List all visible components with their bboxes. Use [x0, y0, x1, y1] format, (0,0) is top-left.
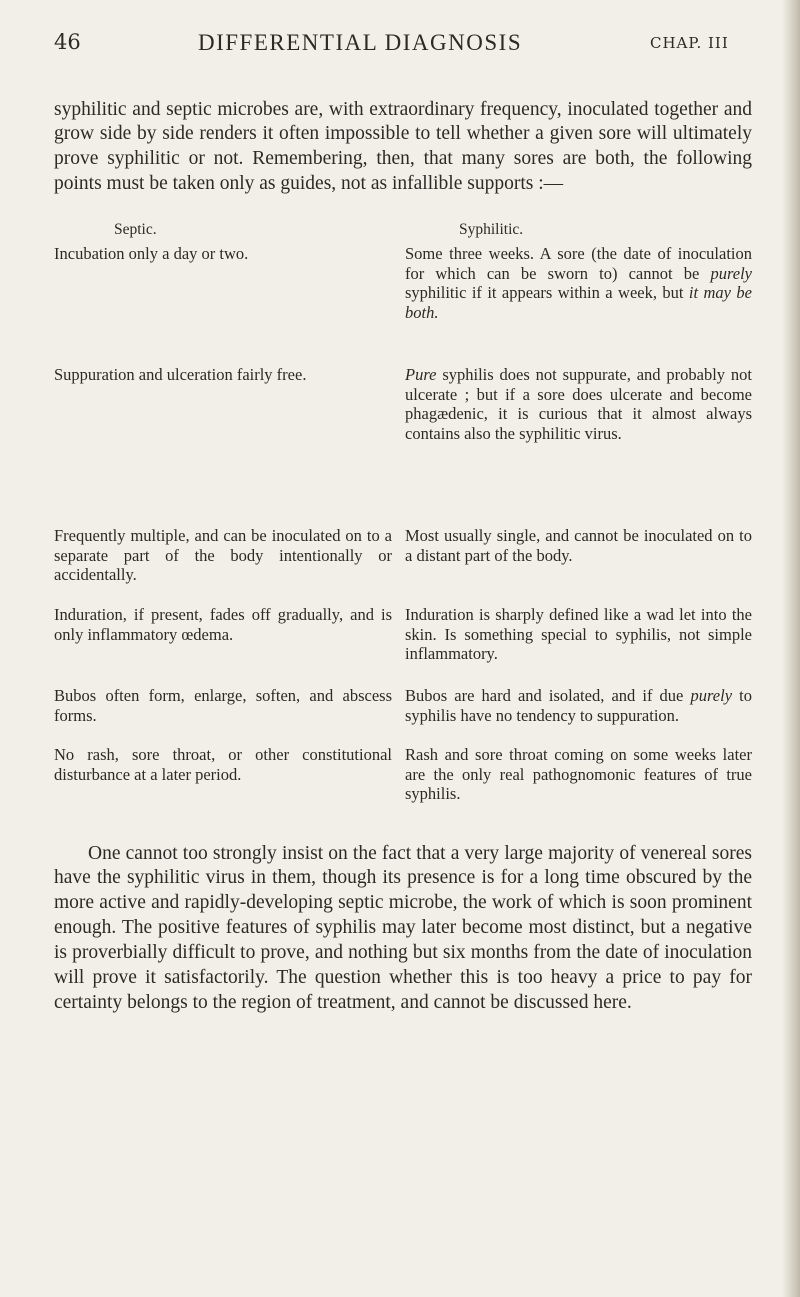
running-header	[54, 30, 754, 60]
septic-suppuration: Suppuration and ulceration fairly free.	[54, 365, 307, 384]
syphilitic-column-heading: Syphilitic.	[459, 221, 524, 238]
septic-column-heading: Septic.	[114, 221, 157, 238]
syphilitic-incubation	[405, 244, 752, 322]
chapter-label: CHAP. III	[650, 34, 729, 52]
septic-incubation: Incubation only a day or two.	[54, 244, 249, 263]
septic-bubos: Bubos often form, enlarge, soften, and abscess forms.	[54, 686, 392, 725]
syphilitic-bubos-text-2: to syphilis have no tendency to suppuration.	[405, 686, 752, 725]
syphilitic-suppuration-text: syphilis does not suppurate, and probably not ulcerate ; but if a sore does ulcerate and become phagædenic, it is curious that it almost always contains also the syphilitic virus.	[405, 365, 752, 443]
syphilitic-induration: Induration is sharply defined like a wad let into the skin. Is something special to syphilis, not simple inflammatory.	[405, 605, 752, 664]
syphilitic-multiplicity: Most usually single, and cannot be inoculated on to a distant part of the body.	[405, 526, 752, 565]
syphilitic-incubation-text: Some three weeks. A sore (the date of inoculation for which can be sworn to) cannot be	[405, 244, 752, 283]
page-number: 46	[54, 30, 81, 54]
emphasis-may-be-both: it may be both.	[405, 283, 752, 322]
syphilitic-suppuration	[405, 365, 752, 443]
emphasis-purely-2: purely	[690, 686, 733, 705]
syphilitic-bubos	[405, 686, 752, 725]
emphasis-purely: purely	[710, 263, 753, 283]
septic-rash: No rash, sore throat, or other constitutional disturbance at a later period.	[54, 745, 392, 784]
septic-multiplicity: Frequently multiple, and can be inoculated on to a separate part of the body intentionally or accidentally.	[54, 526, 392, 585]
running-title: DIFFERENTIAL DIAGNOSIS	[198, 30, 523, 55]
syphilitic-incubation-text-2: syphilitic if it appears within a week, but	[405, 283, 684, 303]
syphilitic-rash: Rash and sore throat coming on some weeks later are the only real pathognomonic features of true syphilis.	[405, 745, 752, 804]
closing-paragraph: One cannot too strongly insist on the fact that a very large majority of venereal sores have the syphilitic virus in them, though its presence is for a long time obscured by the more active and rapidly-developing septic microbe, the work of which is soon prominent enough. The positive features of syphilis may later become most distinct, but a negative is proverbially difficult to prove, and nothing but six months from the date of inoculation will prove it satisfactorily. The question whether this is too heavy a price to pay for certainty belongs to the region of treatment, and cannot be discussed here.	[54, 842, 752, 1013]
emphasis-pure: Pure	[405, 365, 437, 384]
septic-induration: Induration, if present, fades off gradually, and is only inflammatory œdema.	[54, 605, 392, 644]
intro-paragraph: syphilitic and septic microbes are, with extraordinary frequency, inoculated together and grow side by side renders it often impossible to tell whether a given sore will ultimately prove syphilitic or not. Remembering, then, that many sores are both, the following points must be taken only as guides, not as infallible supports :—	[54, 98, 752, 195]
syphilitic-bubos-text: Bubos are hard and isolated, and if due	[405, 686, 684, 705]
page-edge-shadow	[782, 0, 800, 1297]
